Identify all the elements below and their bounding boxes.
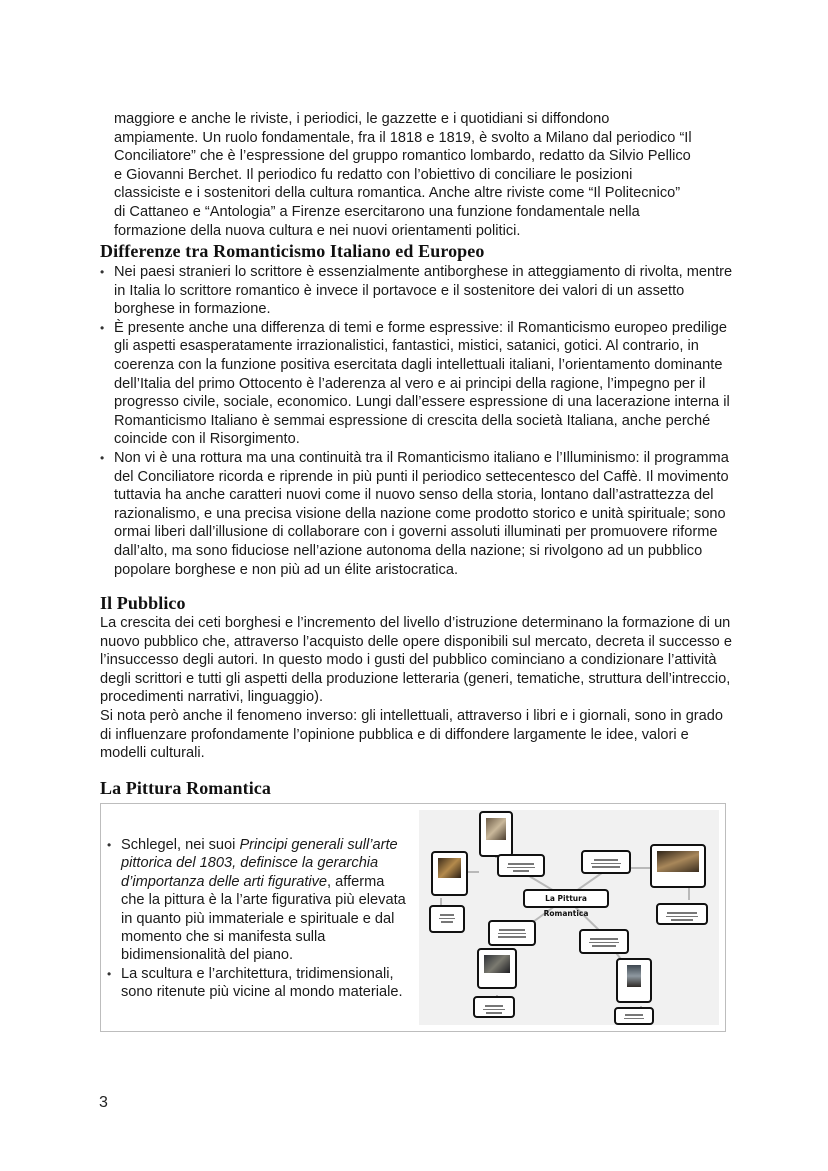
mindmap-node-text [473, 996, 515, 1018]
mindmap-node-image [479, 811, 513, 857]
pittura-bullet: • La scultura e l’architettura, tridimensionali, sono ritenute più vicine al mondo materiale. [107, 965, 407, 1002]
mindmap-node-text [488, 920, 536, 946]
bullet-italic-text: Principi generali sull’arte pittorica del 1803, definisce la gerarchia d’importanza delle arti figurative [121, 837, 398, 890]
intro-line: ampiamente. Un ruolo fondamentale, fra il 1818 e 1819, è svolto a Milano dal periodico “Il [114, 129, 692, 146]
mindmap-node-image [616, 958, 652, 1003]
bullet-text: Schlegel, nei suoi [121, 837, 240, 853]
page-number: 3 [99, 1094, 108, 1111]
intro-line: Conciliatore” che è l’espressione del gruppo romantico lombardo, redatto da Silvio Pellico [114, 148, 691, 165]
intro-line: maggiore e anche le riviste, i periodici, le gazzette e i quotidiani si diffondono [114, 111, 610, 127]
painting-thumbnail [657, 851, 699, 872]
painting-thumbnail [627, 965, 641, 987]
mindmap-node-text [497, 854, 545, 877]
painting-thumbnail [486, 818, 506, 840]
intro-line: classiciste e i sostenitori della cultura romantica. Anche altre riviste come “Il Politecnico” [114, 185, 681, 202]
mindmap-node-text [579, 929, 629, 954]
heading-differenze: Differenze tra Romanticismo Italiano ed Europeo [100, 241, 485, 261]
mindmap-node-image [477, 948, 517, 989]
pubblico-text-2: Si nota però anche il fenomeno inverso: gli intellettuali, attraverso i libri e i giornali, sono in grado di influenzare profondamente l’opinione pubblica e di diffondere largamente le idee, valori e modelli culturali. [100, 707, 724, 762]
heading-pittura: La Pittura Romantica [100, 778, 271, 798]
bullet-text: , afferma che la pittura è la l’arte figurativa più elevata in quanto più immateriale e spirituale e dal momento che si manifesta sulla bidimensionalità del piano. [121, 873, 406, 964]
pittura-slide-box [100, 803, 726, 1032]
differenze-bullet: • Nei paesi stranieri lo scrittore è essenzialmente antiborghese in atteggiamento di rivolta, mentre in Italia lo scrittore romantico è invece il portavoce e il sostenitore dei valori di un assetto borghese in formazione. [100, 263, 734, 319]
mindmap-node-text [614, 1007, 654, 1025]
mindmap-node-text [656, 903, 708, 925]
mindmap-node-image [431, 851, 468, 896]
pittura-bullet-list [107, 836, 407, 1002]
heading-pubblico: Il Pubblico [100, 593, 186, 613]
mindmap-image [419, 810, 719, 1025]
mindmap-node-image [650, 844, 706, 888]
differenze-bullet: • È presente anche una differenza di temi e forme espressive: il Romanticismo europeo predilige gli aspetti esasperatamente irrazionalistici, fantastici, mistici, satanici, gotici. Al contrario, in coerenza con la funzione positiva esercitata dagli intellettuali italiani, l’orientamento dominante dell’Italia del primo Ottocento è l’aderenza al vero e ai principi della ragione, l’impegno per il progresso civile, sociale, economico. Lungi dall’essere espressione di una lacerazione interna il Romanticismo Italiano è semmai espressione di crescita della società Italiana, anche perché coincide con il Risorgimento. [100, 319, 734, 449]
intro-line: formazione della nuova cultura e nei nuovi orientamenti politici. [114, 222, 521, 239]
mindmap-node-text [429, 905, 465, 933]
mindmap-center-node: La Pittura Romantica [523, 889, 609, 908]
differenze-bullet: • Non vi è una rottura ma una continuità tra il Romanticismo italiano e l’Illuminismo: il programma del Conciliatore ricorda e riprende in più punti il periodico settecentesco del Caffè. Il movimento tuttavia ha anche caratteri nuovi come il nuovo senso della storia, lontano dall’astrattezza del razionalismo, e una precisa visione della nazione come prodotto storico e unità spirituale; sono ormai liberi dall’illusione di collaborare con i governi assoluti illuminati per promuovere riforme dall’alto, ma sono fiduciose nell’azione autonoma della nazione; si rivolgono ad un pubblico popolare borghese e non più ad un élite aristocratica. [100, 449, 734, 579]
painting-thumbnail [484, 955, 510, 973]
differenze-bullet-list [100, 263, 734, 579]
intro-line: di Cattaneo e “Antologia” a Firenze esercitarono una funzione fondamentale nella [114, 203, 640, 220]
mindmap-node-text [581, 850, 631, 874]
intro-line: e Giovanni Berchet. Il periodico fu redatto con l’obiettivo di conciliare le posizioni [114, 166, 633, 183]
pubblico-paragraph [100, 614, 734, 763]
intro-paragraph [114, 110, 734, 240]
painting-thumbnail [438, 858, 461, 878]
pittura-bullet [107, 836, 407, 965]
pubblico-text: La crescita dei ceti borghesi e l’incremento del livello d’istruzione determinano la formazione di un nuovo pubblico che, attraverso l’acquisto delle opere disponibili sul mercato, decreta il successo e l’insuccesso degli autori. In questo modo i gusti del pubblico cominciano a condizionare l’attività degli scrittori e tutti gli aspetti della produzione letteraria (generi, tematiche, struttura dell’intreccio, procedimenti narrativi, linguaggio). [100, 615, 732, 706]
